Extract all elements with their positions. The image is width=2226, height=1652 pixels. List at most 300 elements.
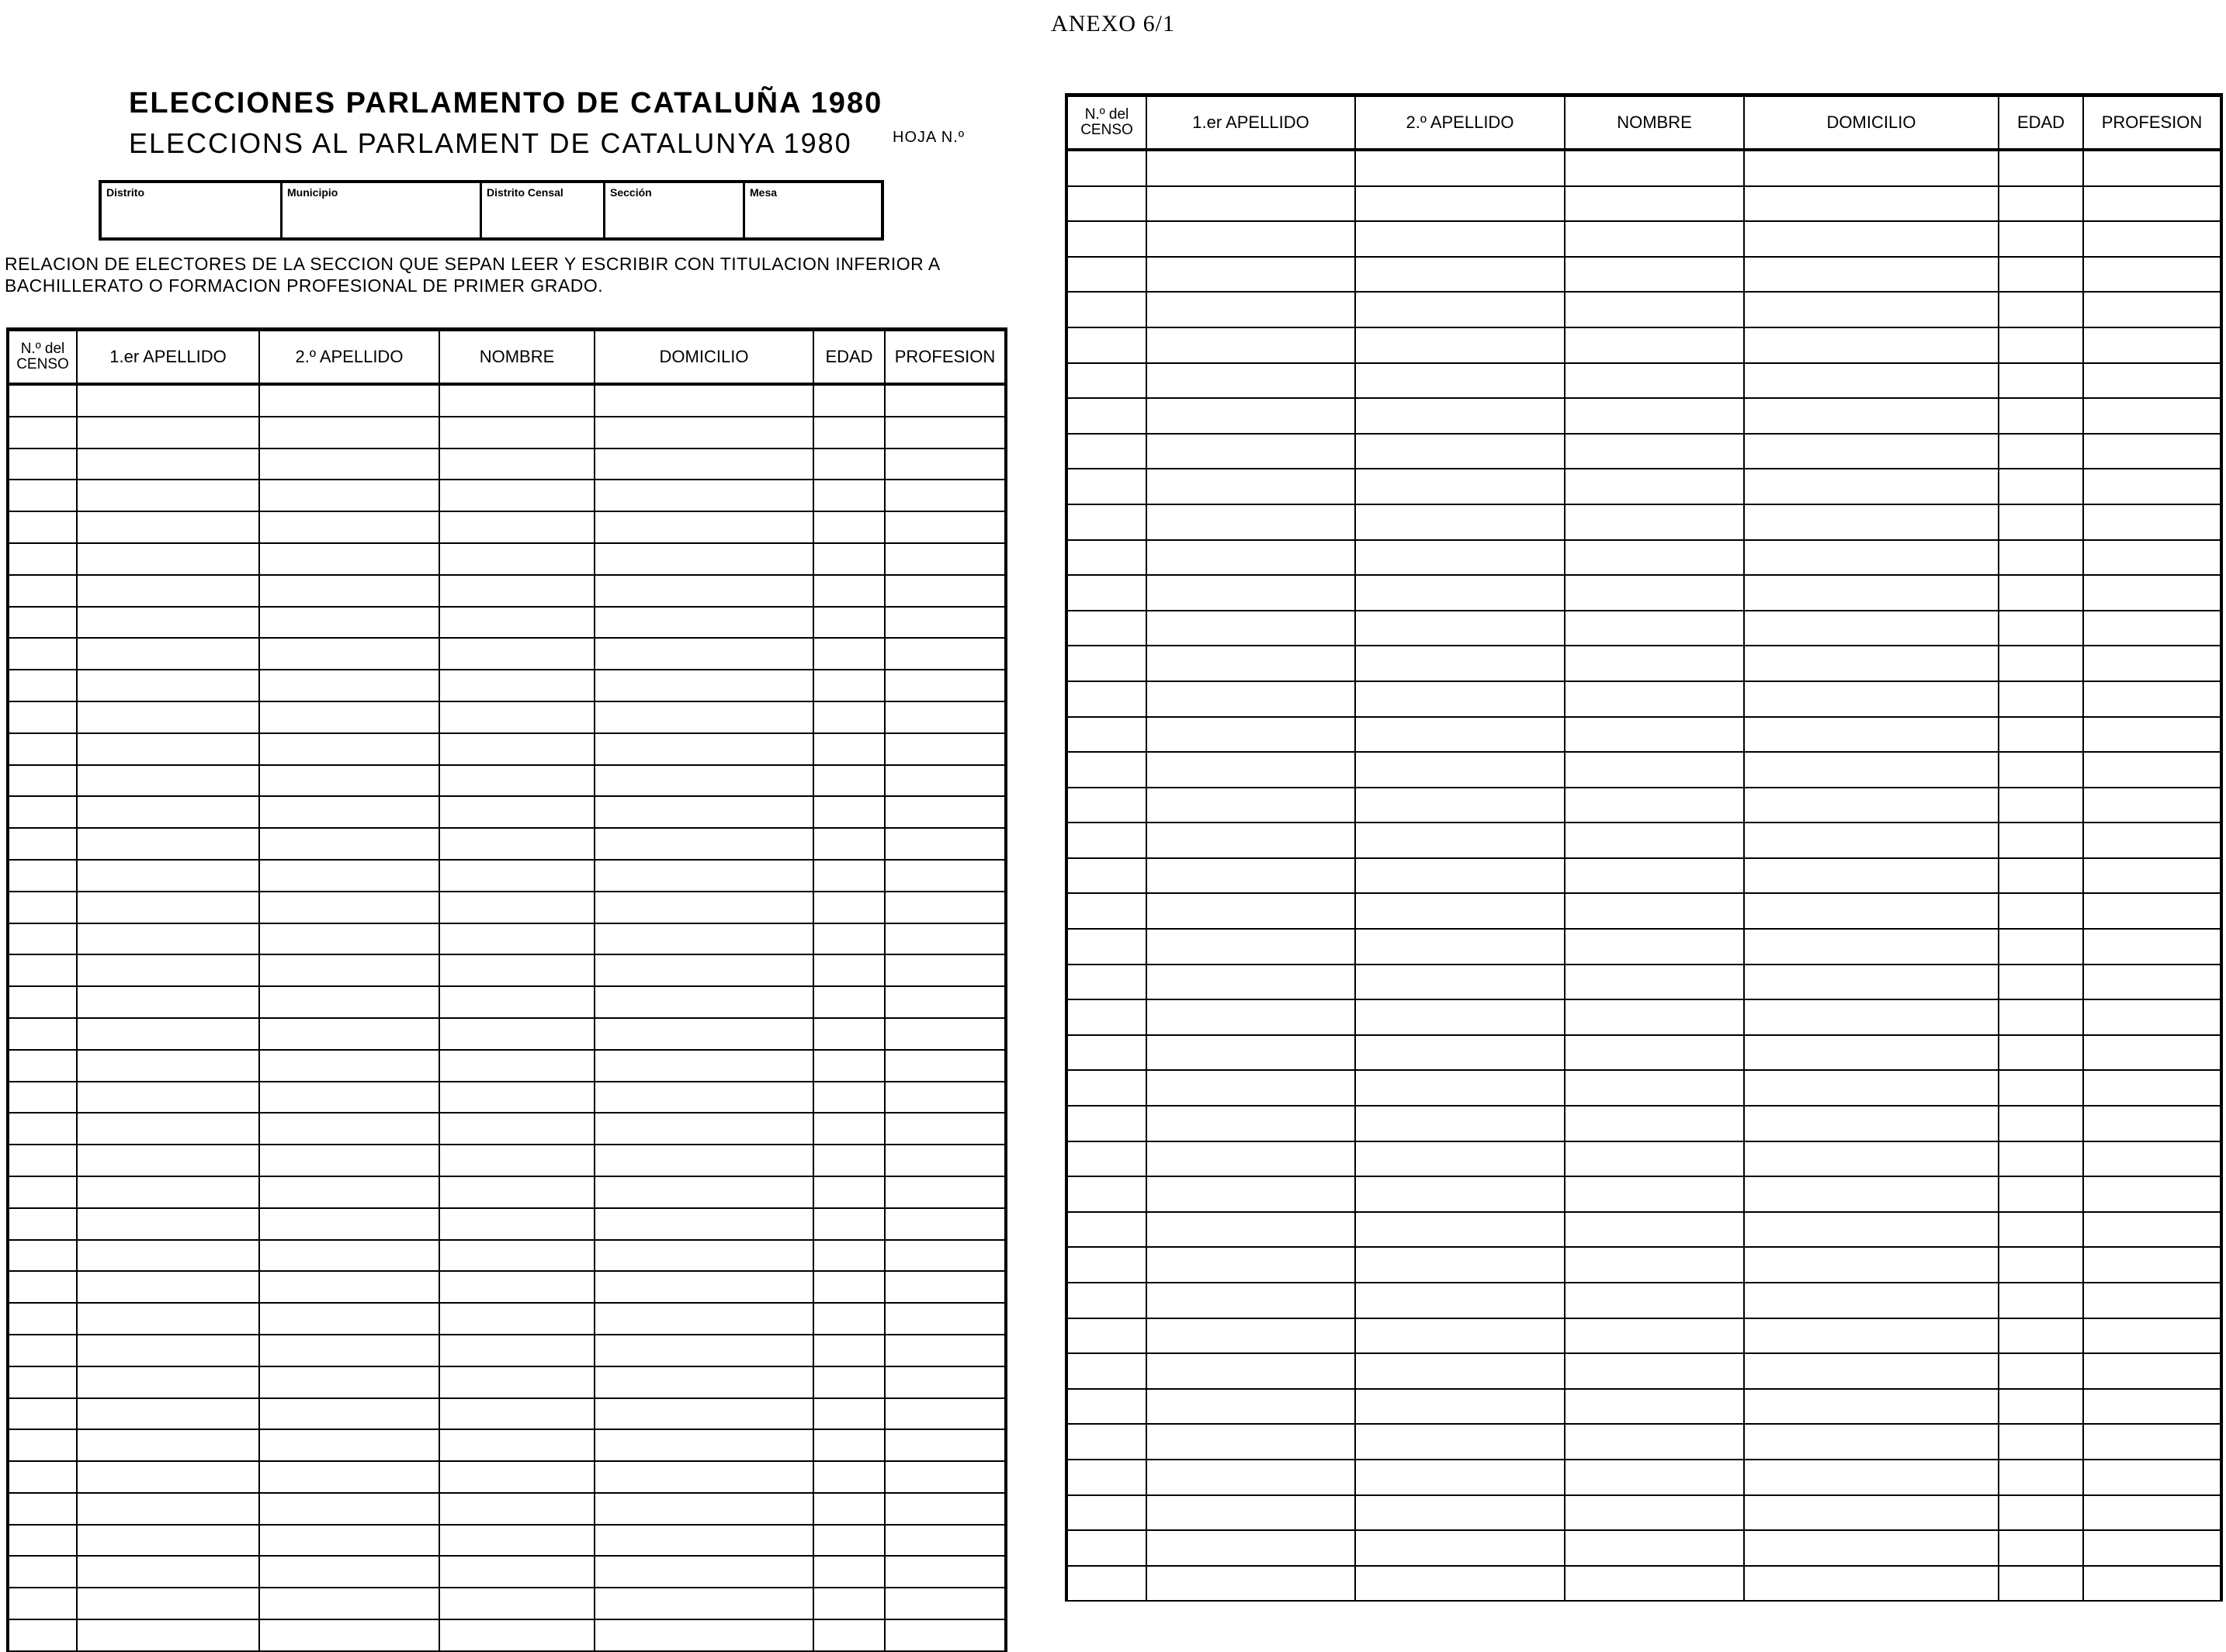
table-cell[interactable]	[77, 923, 259, 955]
table-cell[interactable]	[8, 384, 77, 417]
table-cell[interactable]	[1744, 292, 1999, 327]
table-cell[interactable]	[1355, 221, 1565, 257]
table-cell[interactable]	[2083, 398, 2221, 434]
table-cell[interactable]	[77, 892, 259, 923]
table-cell[interactable]	[1066, 1495, 1146, 1531]
table-cell[interactable]	[259, 860, 439, 892]
table-cell[interactable]	[8, 543, 77, 575]
table-cell[interactable]	[1744, 575, 1999, 611]
table-cell[interactable]	[1066, 540, 1146, 576]
table-cell[interactable]	[439, 1335, 595, 1366]
table-cell[interactable]	[1565, 363, 1744, 399]
table-cell[interactable]	[1146, 1141, 1355, 1177]
table-cell[interactable]	[439, 1398, 595, 1430]
table-cell[interactable]	[8, 417, 77, 448]
table-cell[interactable]	[885, 1525, 1006, 1557]
table-cell[interactable]	[813, 1271, 885, 1303]
table-cell[interactable]	[1146, 257, 1355, 293]
table-cell[interactable]	[1066, 999, 1146, 1035]
table-cell[interactable]	[885, 511, 1006, 543]
table-cell[interactable]	[813, 701, 885, 733]
table-cell[interactable]	[439, 954, 595, 986]
table-cell[interactable]	[1146, 434, 1355, 469]
table-cell[interactable]	[77, 828, 259, 860]
table-cell[interactable]	[2083, 469, 2221, 504]
table-cell[interactable]	[2083, 327, 2221, 363]
table-cell[interactable]	[813, 670, 885, 701]
table-cell[interactable]	[813, 1018, 885, 1050]
table-cell[interactable]	[1744, 1530, 1999, 1566]
table-cell[interactable]	[1565, 858, 1744, 894]
table-cell[interactable]	[1999, 858, 2083, 894]
table-cell[interactable]	[77, 480, 259, 511]
table-cell[interactable]	[439, 417, 595, 448]
table-cell[interactable]	[885, 607, 1006, 639]
table-cell[interactable]	[1355, 1495, 1565, 1531]
table-cell[interactable]	[813, 796, 885, 828]
table-cell[interactable]	[259, 511, 439, 543]
table-cell[interactable]	[2083, 1283, 2221, 1318]
table-cell[interactable]	[1146, 292, 1355, 327]
table-cell[interactable]	[1066, 1212, 1146, 1248]
table-cell[interactable]	[8, 1018, 77, 1050]
table-cell[interactable]	[1355, 186, 1565, 222]
table-cell[interactable]	[1744, 327, 1999, 363]
table-cell[interactable]	[1355, 1318, 1565, 1354]
table-cell[interactable]	[1146, 965, 1355, 1000]
table-cell[interactable]	[2083, 1460, 2221, 1495]
table-cell[interactable]	[595, 892, 813, 923]
table-cell[interactable]	[8, 1082, 77, 1113]
table-cell[interactable]	[885, 638, 1006, 670]
table-cell[interactable]	[1355, 717, 1565, 753]
table-cell[interactable]	[595, 1525, 813, 1557]
table-cell[interactable]	[2083, 1530, 2221, 1566]
table-cell[interactable]	[1355, 575, 1565, 611]
table-cell[interactable]	[1999, 1176, 2083, 1212]
table-cell[interactable]	[1066, 327, 1146, 363]
table-cell[interactable]	[1146, 1283, 1355, 1318]
table-cell[interactable]	[8, 796, 77, 828]
table-cell[interactable]	[595, 1145, 813, 1176]
table-cell[interactable]	[259, 765, 439, 797]
table-cell[interactable]	[439, 480, 595, 511]
table-cell[interactable]	[1066, 575, 1146, 611]
table-cell[interactable]	[813, 384, 885, 417]
table-cell[interactable]	[77, 1493, 259, 1525]
table-cell[interactable]	[1999, 681, 2083, 717]
table-cell[interactable]	[1355, 363, 1565, 399]
table-cell[interactable]	[439, 860, 595, 892]
table-cell[interactable]	[1999, 504, 2083, 540]
table-cell[interactable]	[595, 923, 813, 955]
table-cell[interactable]	[1146, 540, 1355, 576]
table-cell[interactable]	[1565, 1566, 1744, 1602]
table-cell[interactable]	[1999, 434, 2083, 469]
table-cell[interactable]	[259, 1556, 439, 1588]
table-cell[interactable]	[1744, 999, 1999, 1035]
table-cell[interactable]	[1066, 363, 1146, 399]
table-cell[interactable]	[813, 1429, 885, 1461]
table-cell[interactable]	[1355, 257, 1565, 293]
table-cell[interactable]	[1146, 929, 1355, 965]
table-cell[interactable]	[1565, 292, 1744, 327]
table-cell[interactable]	[813, 733, 885, 765]
table-cell[interactable]	[8, 1176, 77, 1208]
table-cell[interactable]	[1355, 540, 1565, 576]
table-cell[interactable]	[1565, 1389, 1744, 1425]
table-cell[interactable]	[259, 1619, 439, 1651]
table-cell[interactable]	[8, 954, 77, 986]
table-cell[interactable]	[885, 1050, 1006, 1082]
table-cell[interactable]	[885, 670, 1006, 701]
table-cell[interactable]	[77, 1429, 259, 1461]
table-cell[interactable]	[813, 448, 885, 480]
table-cell[interactable]	[595, 1208, 813, 1240]
table-cell[interactable]	[885, 828, 1006, 860]
table-cell[interactable]	[1744, 1035, 1999, 1071]
table-cell[interactable]	[1066, 893, 1146, 929]
table-cell[interactable]	[259, 575, 439, 607]
table-cell[interactable]	[595, 1429, 813, 1461]
table-cell[interactable]	[1565, 1283, 1744, 1318]
table-cell[interactable]	[813, 638, 885, 670]
table-cell[interactable]	[259, 1145, 439, 1176]
table-cell[interactable]	[1066, 823, 1146, 858]
table-cell[interactable]	[2083, 965, 2221, 1000]
table-cell[interactable]	[1999, 186, 2083, 222]
table-cell[interactable]	[259, 384, 439, 417]
table-cell[interactable]	[1999, 257, 2083, 293]
table-cell[interactable]	[8, 1303, 77, 1335]
table-cell[interactable]	[259, 1303, 439, 1335]
table-cell[interactable]	[1999, 646, 2083, 681]
table-cell[interactable]	[2083, 257, 2221, 293]
table-cell[interactable]	[885, 1429, 1006, 1461]
table-cell[interactable]	[259, 701, 439, 733]
table-cell[interactable]	[77, 575, 259, 607]
table-cell[interactable]	[2083, 186, 2221, 222]
table-cell[interactable]	[1146, 575, 1355, 611]
table-cell[interactable]	[1146, 398, 1355, 434]
table-cell[interactable]	[8, 638, 77, 670]
table-cell[interactable]	[595, 384, 813, 417]
table-cell[interactable]	[1744, 1460, 1999, 1495]
table-cell[interactable]	[885, 1145, 1006, 1176]
table-cell[interactable]	[1744, 363, 1999, 399]
table-cell[interactable]	[8, 1208, 77, 1240]
table-cell[interactable]	[595, 1303, 813, 1335]
table-cell[interactable]	[813, 511, 885, 543]
table-cell[interactable]	[439, 1018, 595, 1050]
table-cell[interactable]	[595, 448, 813, 480]
table-cell[interactable]	[885, 1113, 1006, 1145]
table-cell[interactable]	[1355, 1389, 1565, 1425]
table-cell[interactable]	[1355, 469, 1565, 504]
table-cell[interactable]	[259, 1588, 439, 1619]
table-cell[interactable]	[1565, 646, 1744, 681]
table-cell[interactable]	[1146, 1035, 1355, 1071]
table-cell[interactable]	[1355, 1247, 1565, 1283]
table-cell[interactable]	[439, 607, 595, 639]
table-cell[interactable]	[1744, 469, 1999, 504]
table-cell[interactable]	[885, 1208, 1006, 1240]
table-cell[interactable]	[595, 828, 813, 860]
table-cell[interactable]	[1744, 929, 1999, 965]
table-cell[interactable]	[595, 1050, 813, 1082]
table-cell[interactable]	[813, 1082, 885, 1113]
table-cell[interactable]	[8, 986, 77, 1018]
table-cell[interactable]	[8, 1588, 77, 1619]
table-cell[interactable]	[1999, 292, 2083, 327]
table-cell[interactable]	[595, 733, 813, 765]
table-cell[interactable]	[1744, 681, 1999, 717]
table-cell[interactable]	[813, 1145, 885, 1176]
table-cell[interactable]	[1744, 646, 1999, 681]
table-cell[interactable]	[813, 986, 885, 1018]
table-cell[interactable]	[439, 1145, 595, 1176]
table-cell[interactable]	[1146, 1318, 1355, 1354]
table-cell[interactable]	[1999, 1389, 2083, 1425]
table-cell[interactable]	[2083, 363, 2221, 399]
table-cell[interactable]	[885, 892, 1006, 923]
table-cell[interactable]	[1565, 221, 1744, 257]
table-cell[interactable]	[813, 954, 885, 986]
table-cell[interactable]	[1146, 823, 1355, 858]
table-cell[interactable]	[1355, 823, 1565, 858]
table-cell[interactable]	[2083, 646, 2221, 681]
table-cell[interactable]	[259, 923, 439, 955]
table-cell[interactable]	[1146, 1389, 1355, 1425]
table-cell[interactable]	[8, 1366, 77, 1398]
table-cell[interactable]	[1066, 1353, 1146, 1389]
table-cell[interactable]	[1565, 1176, 1744, 1212]
table-cell[interactable]	[259, 1461, 439, 1493]
table-cell[interactable]	[2083, 1247, 2221, 1283]
table-cell[interactable]	[1066, 646, 1146, 681]
table-cell[interactable]	[1565, 327, 1744, 363]
table-cell[interactable]	[1744, 1389, 1999, 1425]
table-cell[interactable]	[8, 575, 77, 607]
table-cell[interactable]	[1355, 1070, 1565, 1106]
table-cell[interactable]	[1565, 717, 1744, 753]
table-cell[interactable]	[1146, 999, 1355, 1035]
table-cell[interactable]	[813, 417, 885, 448]
table-cell[interactable]	[1744, 858, 1999, 894]
table-cell[interactable]	[813, 1335, 885, 1366]
table-cell[interactable]	[2083, 611, 2221, 646]
table-cell[interactable]	[1999, 1035, 2083, 1071]
table-cell[interactable]	[1355, 1106, 1565, 1141]
table-cell[interactable]	[1146, 788, 1355, 823]
table-cell[interactable]	[595, 1082, 813, 1113]
table-cell[interactable]	[595, 1398, 813, 1430]
table-cell[interactable]	[77, 448, 259, 480]
table-cell[interactable]	[1999, 717, 2083, 753]
table-cell[interactable]	[8, 670, 77, 701]
table-cell[interactable]	[1355, 1460, 1565, 1495]
table-cell[interactable]	[77, 1208, 259, 1240]
table-cell[interactable]	[8, 511, 77, 543]
table-cell[interactable]	[1565, 893, 1744, 929]
table-cell[interactable]	[1999, 929, 2083, 965]
table-cell[interactable]	[1565, 1141, 1744, 1177]
table-cell[interactable]	[77, 1398, 259, 1430]
table-cell[interactable]	[8, 765, 77, 797]
table-cell[interactable]	[1744, 1283, 1999, 1318]
table-cell[interactable]	[439, 1113, 595, 1145]
table-cell[interactable]	[813, 1050, 885, 1082]
table-cell[interactable]	[1565, 611, 1744, 646]
table-cell[interactable]	[1355, 1141, 1565, 1177]
table-cell[interactable]	[77, 954, 259, 986]
table-cell[interactable]	[813, 1176, 885, 1208]
table-cell[interactable]	[259, 1240, 439, 1272]
table-cell[interactable]	[1355, 681, 1565, 717]
table-cell[interactable]	[259, 828, 439, 860]
table-cell[interactable]	[813, 765, 885, 797]
table-cell[interactable]	[439, 1240, 595, 1272]
table-cell[interactable]	[1565, 752, 1744, 788]
table-cell[interactable]	[1066, 221, 1146, 257]
table-cell[interactable]	[1146, 1460, 1355, 1495]
table-cell[interactable]	[1565, 257, 1744, 293]
table-cell[interactable]	[885, 1398, 1006, 1430]
table-cell[interactable]	[77, 986, 259, 1018]
table-cell[interactable]	[595, 1366, 813, 1398]
table-cell[interactable]	[885, 701, 1006, 733]
table-cell[interactable]	[2083, 434, 2221, 469]
table-cell[interactable]	[1066, 1176, 1146, 1212]
table-cell[interactable]	[1565, 504, 1744, 540]
table-cell[interactable]	[1744, 1212, 1999, 1248]
table-cell[interactable]	[259, 1398, 439, 1430]
table-cell[interactable]	[259, 480, 439, 511]
table-cell[interactable]	[1565, 788, 1744, 823]
table-cell[interactable]	[8, 828, 77, 860]
table-cell[interactable]	[1355, 150, 1565, 186]
table-cell[interactable]	[885, 1619, 1006, 1651]
table-cell[interactable]	[2083, 1035, 2221, 1071]
table-cell[interactable]	[77, 796, 259, 828]
table-cell[interactable]	[1146, 1106, 1355, 1141]
table-cell[interactable]	[1146, 1495, 1355, 1531]
table-cell[interactable]	[1744, 1070, 1999, 1106]
table-cell[interactable]	[1999, 823, 2083, 858]
table-cell[interactable]	[1066, 1070, 1146, 1106]
table-cell[interactable]	[77, 1366, 259, 1398]
table-cell[interactable]	[1565, 823, 1744, 858]
table-cell[interactable]	[259, 607, 439, 639]
table-cell[interactable]	[885, 448, 1006, 480]
table-cell[interactable]	[595, 954, 813, 986]
table-cell[interactable]	[77, 511, 259, 543]
table-cell[interactable]	[1066, 186, 1146, 222]
table-cell[interactable]	[1565, 1035, 1744, 1071]
table-cell[interactable]	[1999, 893, 2083, 929]
table-cell[interactable]	[2083, 823, 2221, 858]
table-cell[interactable]	[8, 1461, 77, 1493]
table-cell[interactable]	[885, 1303, 1006, 1335]
table-cell[interactable]	[1744, 540, 1999, 576]
table-cell[interactable]	[1146, 1566, 1355, 1602]
table-cell[interactable]	[813, 1113, 885, 1145]
table-cell[interactable]	[1999, 1318, 2083, 1354]
table-cell[interactable]	[8, 607, 77, 639]
table-cell[interactable]	[77, 417, 259, 448]
table-cell[interactable]	[1066, 1389, 1146, 1425]
table-cell[interactable]	[439, 1303, 595, 1335]
table-cell[interactable]	[1066, 1283, 1146, 1318]
table-cell[interactable]	[8, 1556, 77, 1588]
table-cell[interactable]	[885, 480, 1006, 511]
table-cell[interactable]	[1565, 434, 1744, 469]
table-cell[interactable]	[439, 701, 595, 733]
table-cell[interactable]	[813, 1240, 885, 1272]
table-cell[interactable]	[595, 796, 813, 828]
table-cell[interactable]	[1355, 1353, 1565, 1389]
table-cell[interactable]	[439, 638, 595, 670]
table-cell[interactable]	[813, 1398, 885, 1430]
table-cell[interactable]	[77, 384, 259, 417]
table-cell[interactable]	[595, 1461, 813, 1493]
table-cell[interactable]	[1066, 1141, 1146, 1177]
table-cell[interactable]	[1565, 965, 1744, 1000]
table-cell[interactable]	[595, 607, 813, 639]
table-cell[interactable]	[2083, 858, 2221, 894]
table-cell[interactable]	[1999, 1070, 2083, 1106]
table-cell[interactable]	[259, 543, 439, 575]
table-cell[interactable]	[1066, 1035, 1146, 1071]
table-cell[interactable]	[8, 1429, 77, 1461]
table-cell[interactable]	[8, 1271, 77, 1303]
table-cell[interactable]	[885, 986, 1006, 1018]
table-cell[interactable]	[2083, 929, 2221, 965]
table-cell[interactable]	[2083, 1176, 2221, 1212]
table-cell[interactable]	[1744, 221, 1999, 257]
table-cell[interactable]	[1146, 186, 1355, 222]
table-cell[interactable]	[77, 1335, 259, 1366]
table-cell[interactable]	[885, 1556, 1006, 1588]
table-cell[interactable]	[1066, 1106, 1146, 1141]
table-cell[interactable]	[77, 1082, 259, 1113]
table-cell[interactable]	[2083, 752, 2221, 788]
table-cell[interactable]	[1146, 717, 1355, 753]
table-cell[interactable]	[1565, 681, 1744, 717]
table-cell[interactable]	[885, 1240, 1006, 1272]
table-cell[interactable]	[1565, 469, 1744, 504]
table-cell[interactable]	[439, 733, 595, 765]
table-cell[interactable]	[1355, 292, 1565, 327]
table-cell[interactable]	[885, 1335, 1006, 1366]
table-cell[interactable]	[2083, 1141, 2221, 1177]
table-cell[interactable]	[2083, 681, 2221, 717]
table-cell[interactable]	[259, 417, 439, 448]
table-cell[interactable]	[259, 1050, 439, 1082]
table-cell[interactable]	[1066, 752, 1146, 788]
table-cell[interactable]	[439, 1082, 595, 1113]
table-cell[interactable]	[1744, 1424, 1999, 1460]
table-cell[interactable]	[1355, 434, 1565, 469]
table-cell[interactable]	[885, 1461, 1006, 1493]
table-cell[interactable]	[1565, 575, 1744, 611]
table-cell[interactable]	[1066, 1460, 1146, 1495]
table-cell[interactable]	[595, 765, 813, 797]
table-cell[interactable]	[1565, 398, 1744, 434]
table-cell[interactable]	[595, 1240, 813, 1272]
table-cell[interactable]	[439, 1588, 595, 1619]
table-cell[interactable]	[1146, 752, 1355, 788]
